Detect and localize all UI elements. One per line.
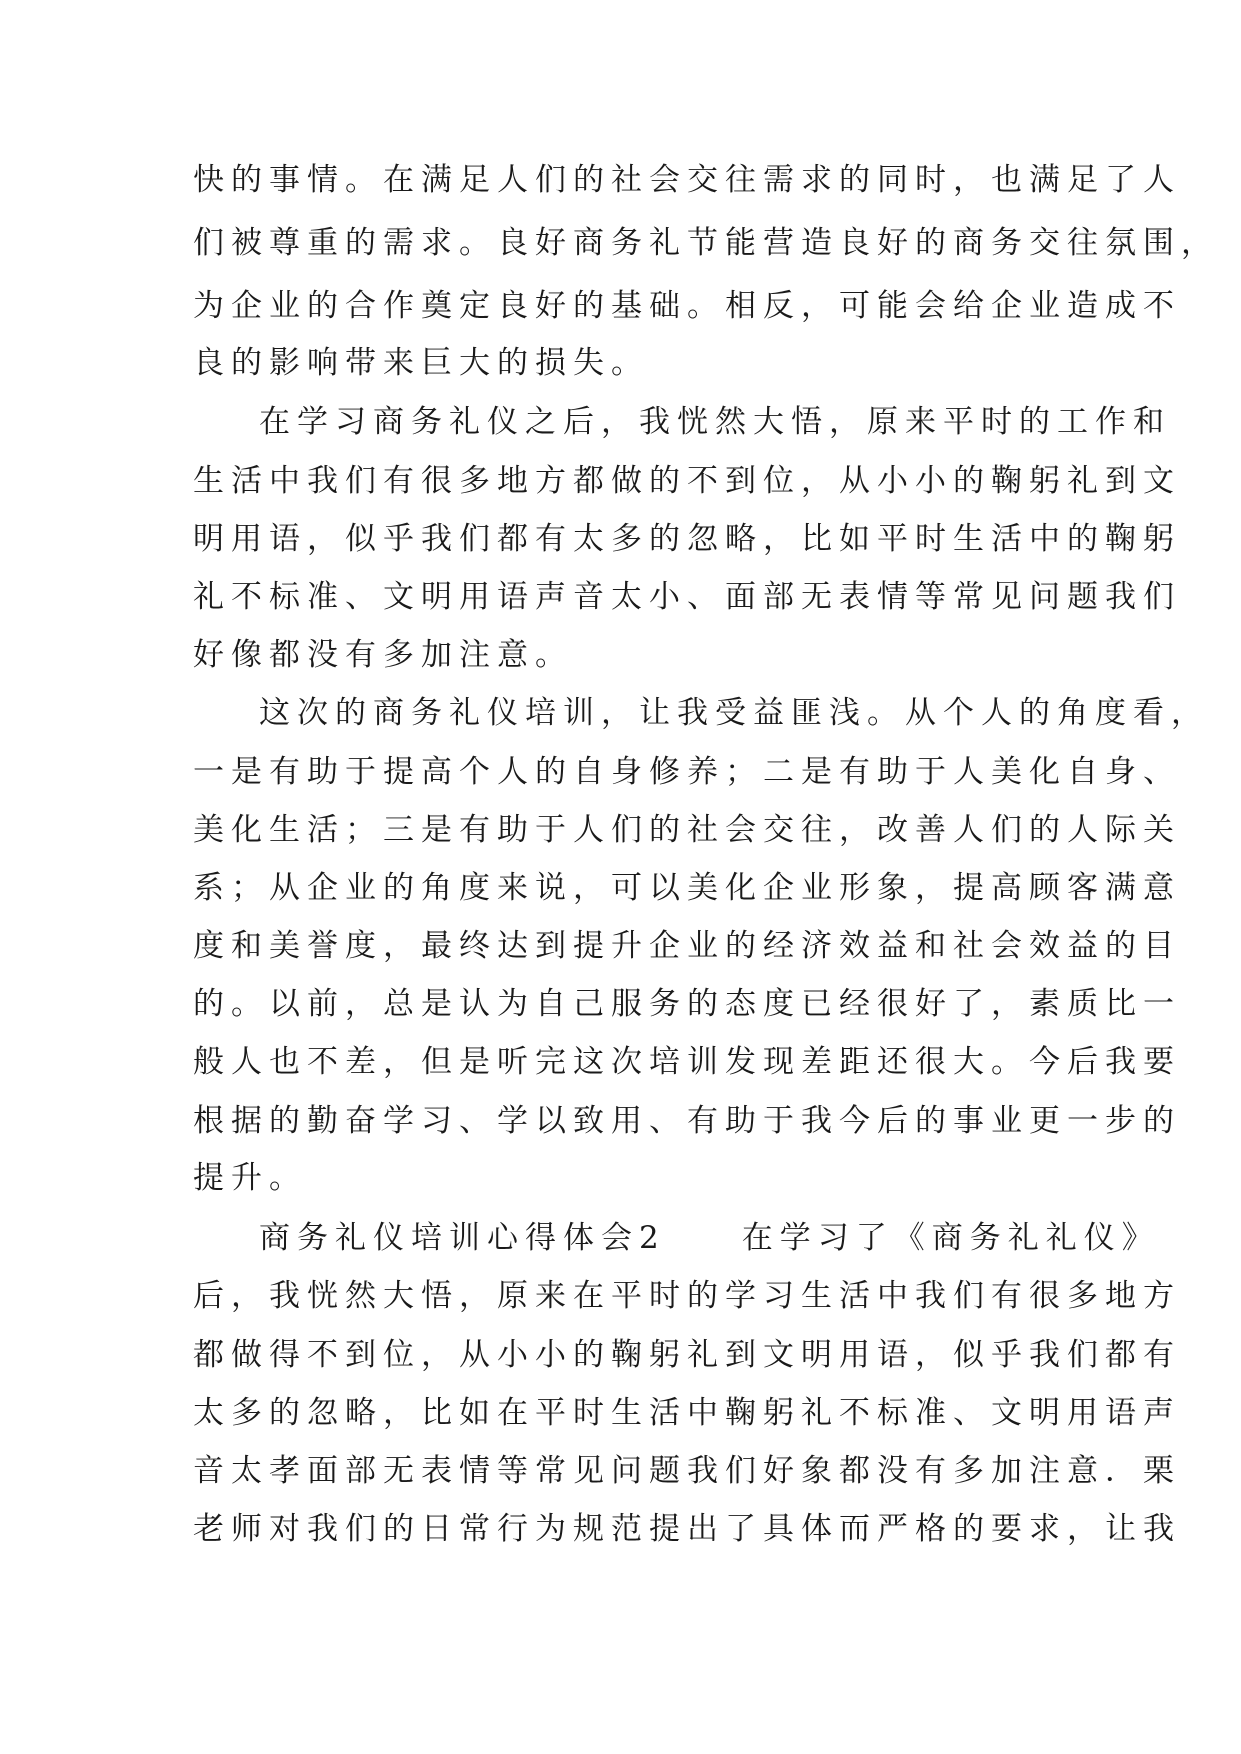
text-line: 太多的忽略，比如在平时生活中鞠躬礼不标准、文明用语声 [193, 1395, 1181, 1431]
text-line: 提升。 [193, 1160, 307, 1196]
text-line: 老师对我们的日常行为规范提出了具体而严格的要求，让我 [193, 1511, 1181, 1547]
text-line: 般人也不差，但是听完这次培训发现差距还很大。今后我要 [193, 1044, 1181, 1080]
text-line: 系；从企业的角度来说，可以美化企业形象，提高顾客满意 [193, 870, 1181, 906]
text-line: 根据的勤奋学习、学以致用、有助于我今后的事业更一步的 [193, 1103, 1181, 1139]
text-line: 的。以前，总是认为自己服务的态度已经很好了，素质比一 [193, 986, 1181, 1022]
text-line: 好像都没有多加注意。 [193, 637, 573, 673]
text-line: 后，我恍然大悟，原来在平时的学习生活中我们有很多地方 [193, 1278, 1181, 1314]
text-line: 都做得不到位，从小小的鞠躬礼到文明用语，似乎我们都有 [193, 1337, 1181, 1373]
text-line: 明用语，似乎我们都有太多的忽略，比如平时生活中的鞠躬 [193, 521, 1181, 557]
text-line: 美化生活；三是有助于人们的社会交往，改善人们的人际关 [193, 812, 1181, 848]
text-line: 度和美誉度，最终达到提升企业的经济效益和社会效益的目 [193, 928, 1181, 964]
section-heading-line: 商务礼仪培训心得体会2 在学习了《商务礼礼仪》 [259, 1220, 1160, 1256]
text-line: 良的影响带来巨大的损失。 [193, 345, 649, 381]
text-line: 快的事情。在满足人们的社会交往需求的同时，也满足了人 [193, 162, 1181, 198]
text-line: 礼不标准、文明用语声音太小、面部无表情等常见问题我们 [193, 579, 1181, 615]
paragraph-first-line: 这次的商务礼仪培训，让我受益匪浅。从个人的角度看， [259, 695, 1209, 731]
text-line: 为企业的合作奠定良好的基础。相反，可能会给企业造成不 [193, 288, 1181, 324]
paragraph-first-line: 在学习商务礼仪之后，我恍然大悟，原来平时的工作和 [259, 404, 1171, 440]
text-line: 一是有助于提高个人的自身修养；二是有助于人美化自身、 [193, 754, 1181, 790]
text-line: 音太孝面部无表情等常见问题我们好象都没有多加注意．栗 [193, 1453, 1181, 1489]
text-line: 们被尊重的需求。良好商务礼节能营造良好的商务交往氛围， [193, 225, 1219, 261]
text-line: 生活中我们有很多地方都做的不到位，从小小的鞠躬礼到文 [193, 463, 1181, 499]
